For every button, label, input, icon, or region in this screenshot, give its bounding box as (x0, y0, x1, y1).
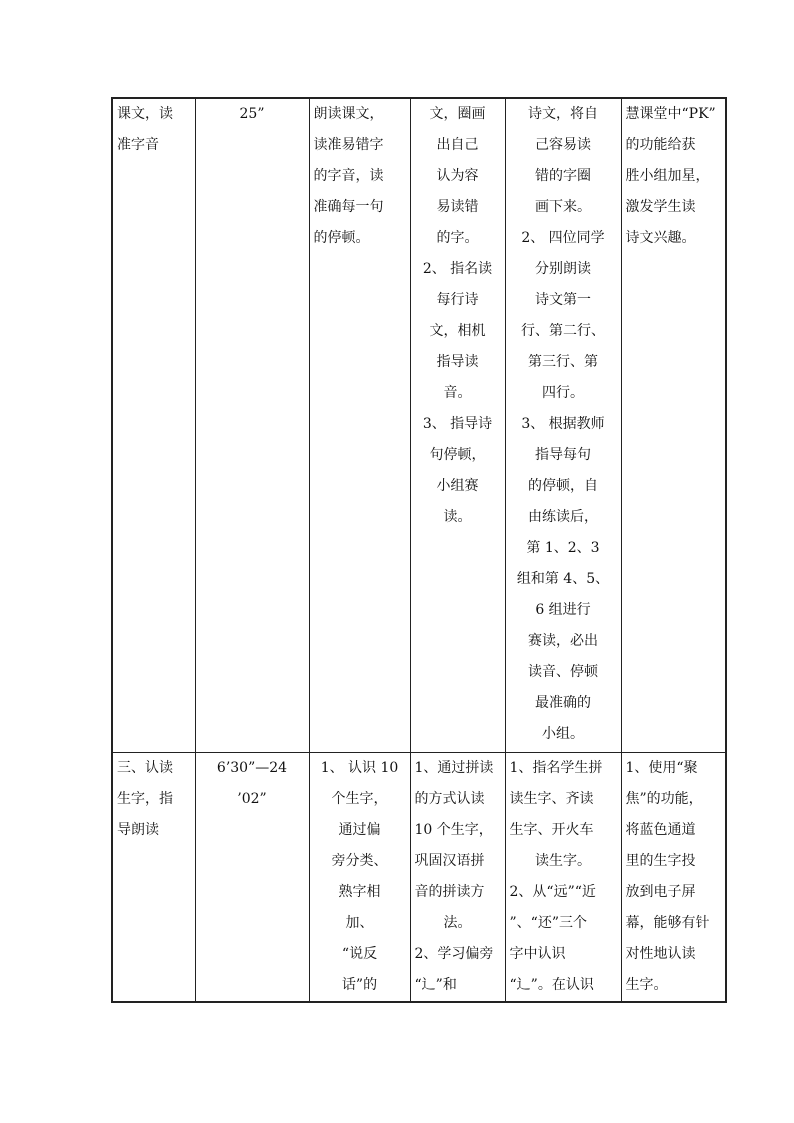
table-row-reading (112, 98, 726, 752)
cell-student-activity: 1、指名学生拼 读生字、齐读 生字、开火车 读生字。 2、从“远”“近 ”、“还”三个 字中认识 “辶”。在认识 (505, 752, 621, 1002)
cell-goal: 1、 认识 10 个生字， 通过偏 旁分类、 熟字相 加、 “说反 话”的 (309, 752, 410, 1002)
cell-teacher-activity: 文，圈画 出自己 认为容 易读错 的字。 2、 指名读 每行诗 文，相机 指导读 音。 3、 指导诗 句停顿， 小组赛 读。 (410, 98, 505, 752)
cell-goal: 朗读课文， 读准易错字 的字音，读 准确每一句 的停顿。 (309, 98, 410, 752)
cell-teacher-activity: 1、通过拼读 的方式认读 10 个生字， 巩固汉语拼 音的拼读方 法。 2、学习偏旁 “辶”和 (410, 752, 505, 1002)
cell-stage: 课文，读 准字音 (112, 98, 195, 752)
cell-time: 6’30”—24 ’02” (195, 752, 309, 1002)
cell-student-activity: 诗文，将自 己容易读 错的字圈 画下来。 2、 四位同学 分别朗读 诗文第一 行、第二行、 第三行、第 四行。 3、 根据教师 指导每句 的停顿，自 由练读后， 第 1、2、3 组和第 4、5、 6 组进行 赛读，必出 读音、停顿 最准确的 小组。 (505, 98, 621, 752)
cell-time: 25” (195, 98, 309, 752)
cell-tech-use: 慧课堂中“PK” 的功能给获 胜小组加星， 激发学生读 诗文兴趣。 (621, 98, 726, 752)
cell-tech-use: 1、使用“聚 焦”的功能， 将蓝色通道 里的生字投 放到电子屏 幕，能够有针 对性地认读 生字。 (621, 752, 726, 1002)
cell-stage: 三、认读 生字，指 导朗读 (112, 752, 195, 1002)
table-row-characters (112, 752, 726, 1002)
lesson-plan-table (111, 97, 727, 1003)
